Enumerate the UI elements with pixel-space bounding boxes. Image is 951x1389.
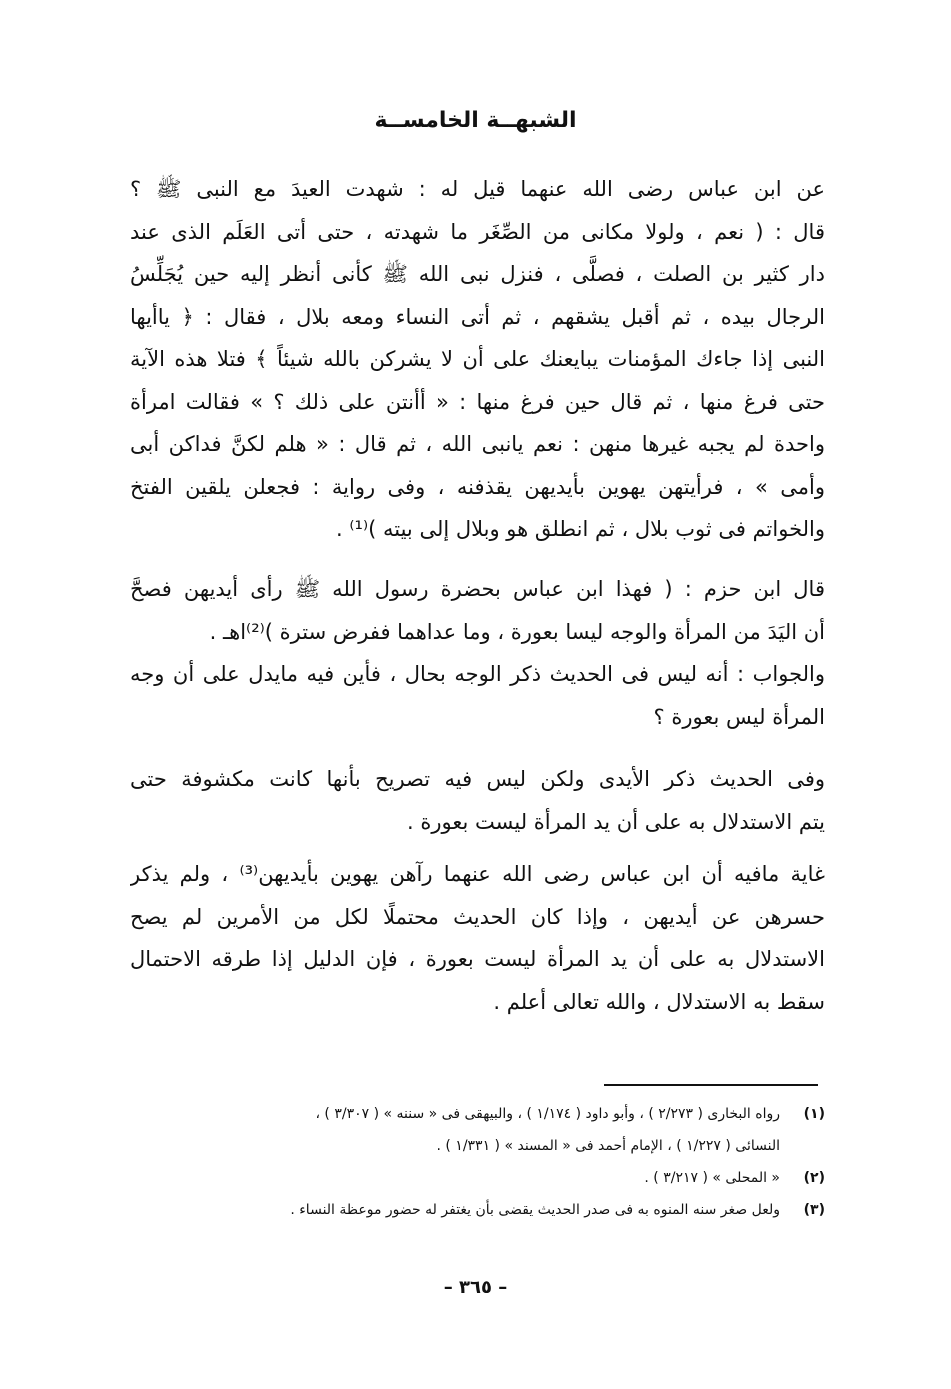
footnote-text: ولعل صغر سنه المنوه به فى صدر الحديث يقضى بأن يغتفر له حضور موعظة النساء .: [290, 1202, 780, 1218]
footnote-text: « المحلى » ( ٣/٢١٧ ) .: [644, 1170, 780, 1186]
text-line: والجواب : أنه ليس فى الحديث ذكر الوجه بحال ، فأين فيه مايدل على أن وجه: [130, 662, 825, 686]
footnotes: [130, 1098, 825, 1226]
footnote-number: (١): [803, 1106, 825, 1122]
paragraph-ibn-hazm: [130, 568, 825, 653]
text-line: الاستدلال به على أن يد المرأة ليست بعورة ، فإن الدليل إذا طرقه الاحتمال: [130, 947, 825, 971]
footnote-number: (٢): [803, 1170, 825, 1186]
text-line: وأمى » ، فرأيتهن يهوين بأيديهن يقذفنه ، وفى رواية : فجعلن يلقين الفتخ: [130, 474, 825, 499]
paragraph-conclusion: [130, 853, 825, 1023]
text-line: سقط به الاستدلال ، والله تعالى أعلم .: [493, 989, 825, 1014]
page-title: الشبهــة الخامســة: [374, 108, 577, 133]
paragraph-answer: [130, 653, 825, 738]
page-number: – ٣٦٥ –: [443, 1277, 508, 1298]
text-line: يتم الاستدلال به على أن يد المرأة ليست بعورة .: [407, 809, 825, 834]
paragraph-hands: [130, 758, 825, 843]
text-line: الرجال بيده ، ثم أقبل يشقهم ، ثم أتى النساء ومعه بلال ، فقال : ﴿ ياأيها: [130, 304, 825, 329]
footnote-number: (٣): [803, 1202, 825, 1218]
text-line: قال : ( نعم ، ولولا مكانى من الصِّغَر ما شهدته ، حتى أتى العَلَم الذى عند: [130, 219, 825, 244]
text-line: وفى الحديث ذكر الأيدى ولكن ليس فيه تصريح بأنها كانت مكشوفة حتى: [130, 767, 825, 791]
footnote-item: [130, 1098, 825, 1130]
text-line: المرأة ليس بعورة ؟: [653, 704, 825, 729]
text-line: حسرهن عن أيديهن ، وإذا كان الحديث محتملًا لكل من الأمرين لم يصح: [130, 904, 825, 929]
text-line: قال ابن حزم : ( فهذا ابن عباس بحضرة رسول الله ﷺ رأى أيديهن فصحَّ: [130, 577, 825, 601]
text-line: والخواتم فى ثوب بلال ، ثم انطلق هو وبلال إلى بيته )⁽¹⁾ .: [336, 517, 825, 541]
footnote-text: رواه البخارى ( ٢/٢٧٣ ) ، وأبو داود ( ١/١٧٤ ) ، والبيهقى فى « سننه » ( ٣/٣٠٧ ) ،: [315, 1106, 780, 1122]
text-line: غاية مافيه أن ابن عباس رضى الله عنهما رآهن يهوين بأيديهن⁽³⁾ ، ولم يذكر: [130, 862, 825, 886]
text-line: عن ابن عباس رضى الله عنهما قيل له : شهدت العيدَ مع النبى ﷺ ؟: [130, 177, 825, 201]
footnote-continuation: النسائى ( ١/٢٢٧ ) ، الإمام أحمد فى « المسند » ( ١/٣٣١ ) .: [436, 1138, 780, 1154]
footnote-item: [130, 1162, 825, 1194]
text-line: حتى فرغ منها ، ثم قال حين فرغ منها : « أأنتن على ذلك ؟ » فقالت امرأة: [130, 389, 825, 414]
text-line: النبى إذا جاءك المؤمنات يبايعنك على أن لا يشركن بالله شيئاً ﴾ فتلا هذه الآية: [130, 347, 825, 371]
text-line: واحدة لم يجبه غيرها منهن : نعم يانبى الله ، ثم قال : « هلم لكنَّ فداكن أبى: [130, 432, 825, 456]
footnote-item: [130, 1194, 825, 1226]
footnote-divider: [604, 1084, 818, 1086]
text-line: دار كثير بن الصلت ، فصلَّى ، فنزل نبى الله ﷺ كأنى أنظر إليه حين يُجَلِّسُ: [130, 262, 825, 286]
paragraph-hadith: [130, 168, 825, 551]
text-line: أن اليَدَ من المرأة والوجه ليسا بعورة ، وما عداهما ففرض سترة )⁽²⁾اهـ .: [209, 619, 825, 644]
